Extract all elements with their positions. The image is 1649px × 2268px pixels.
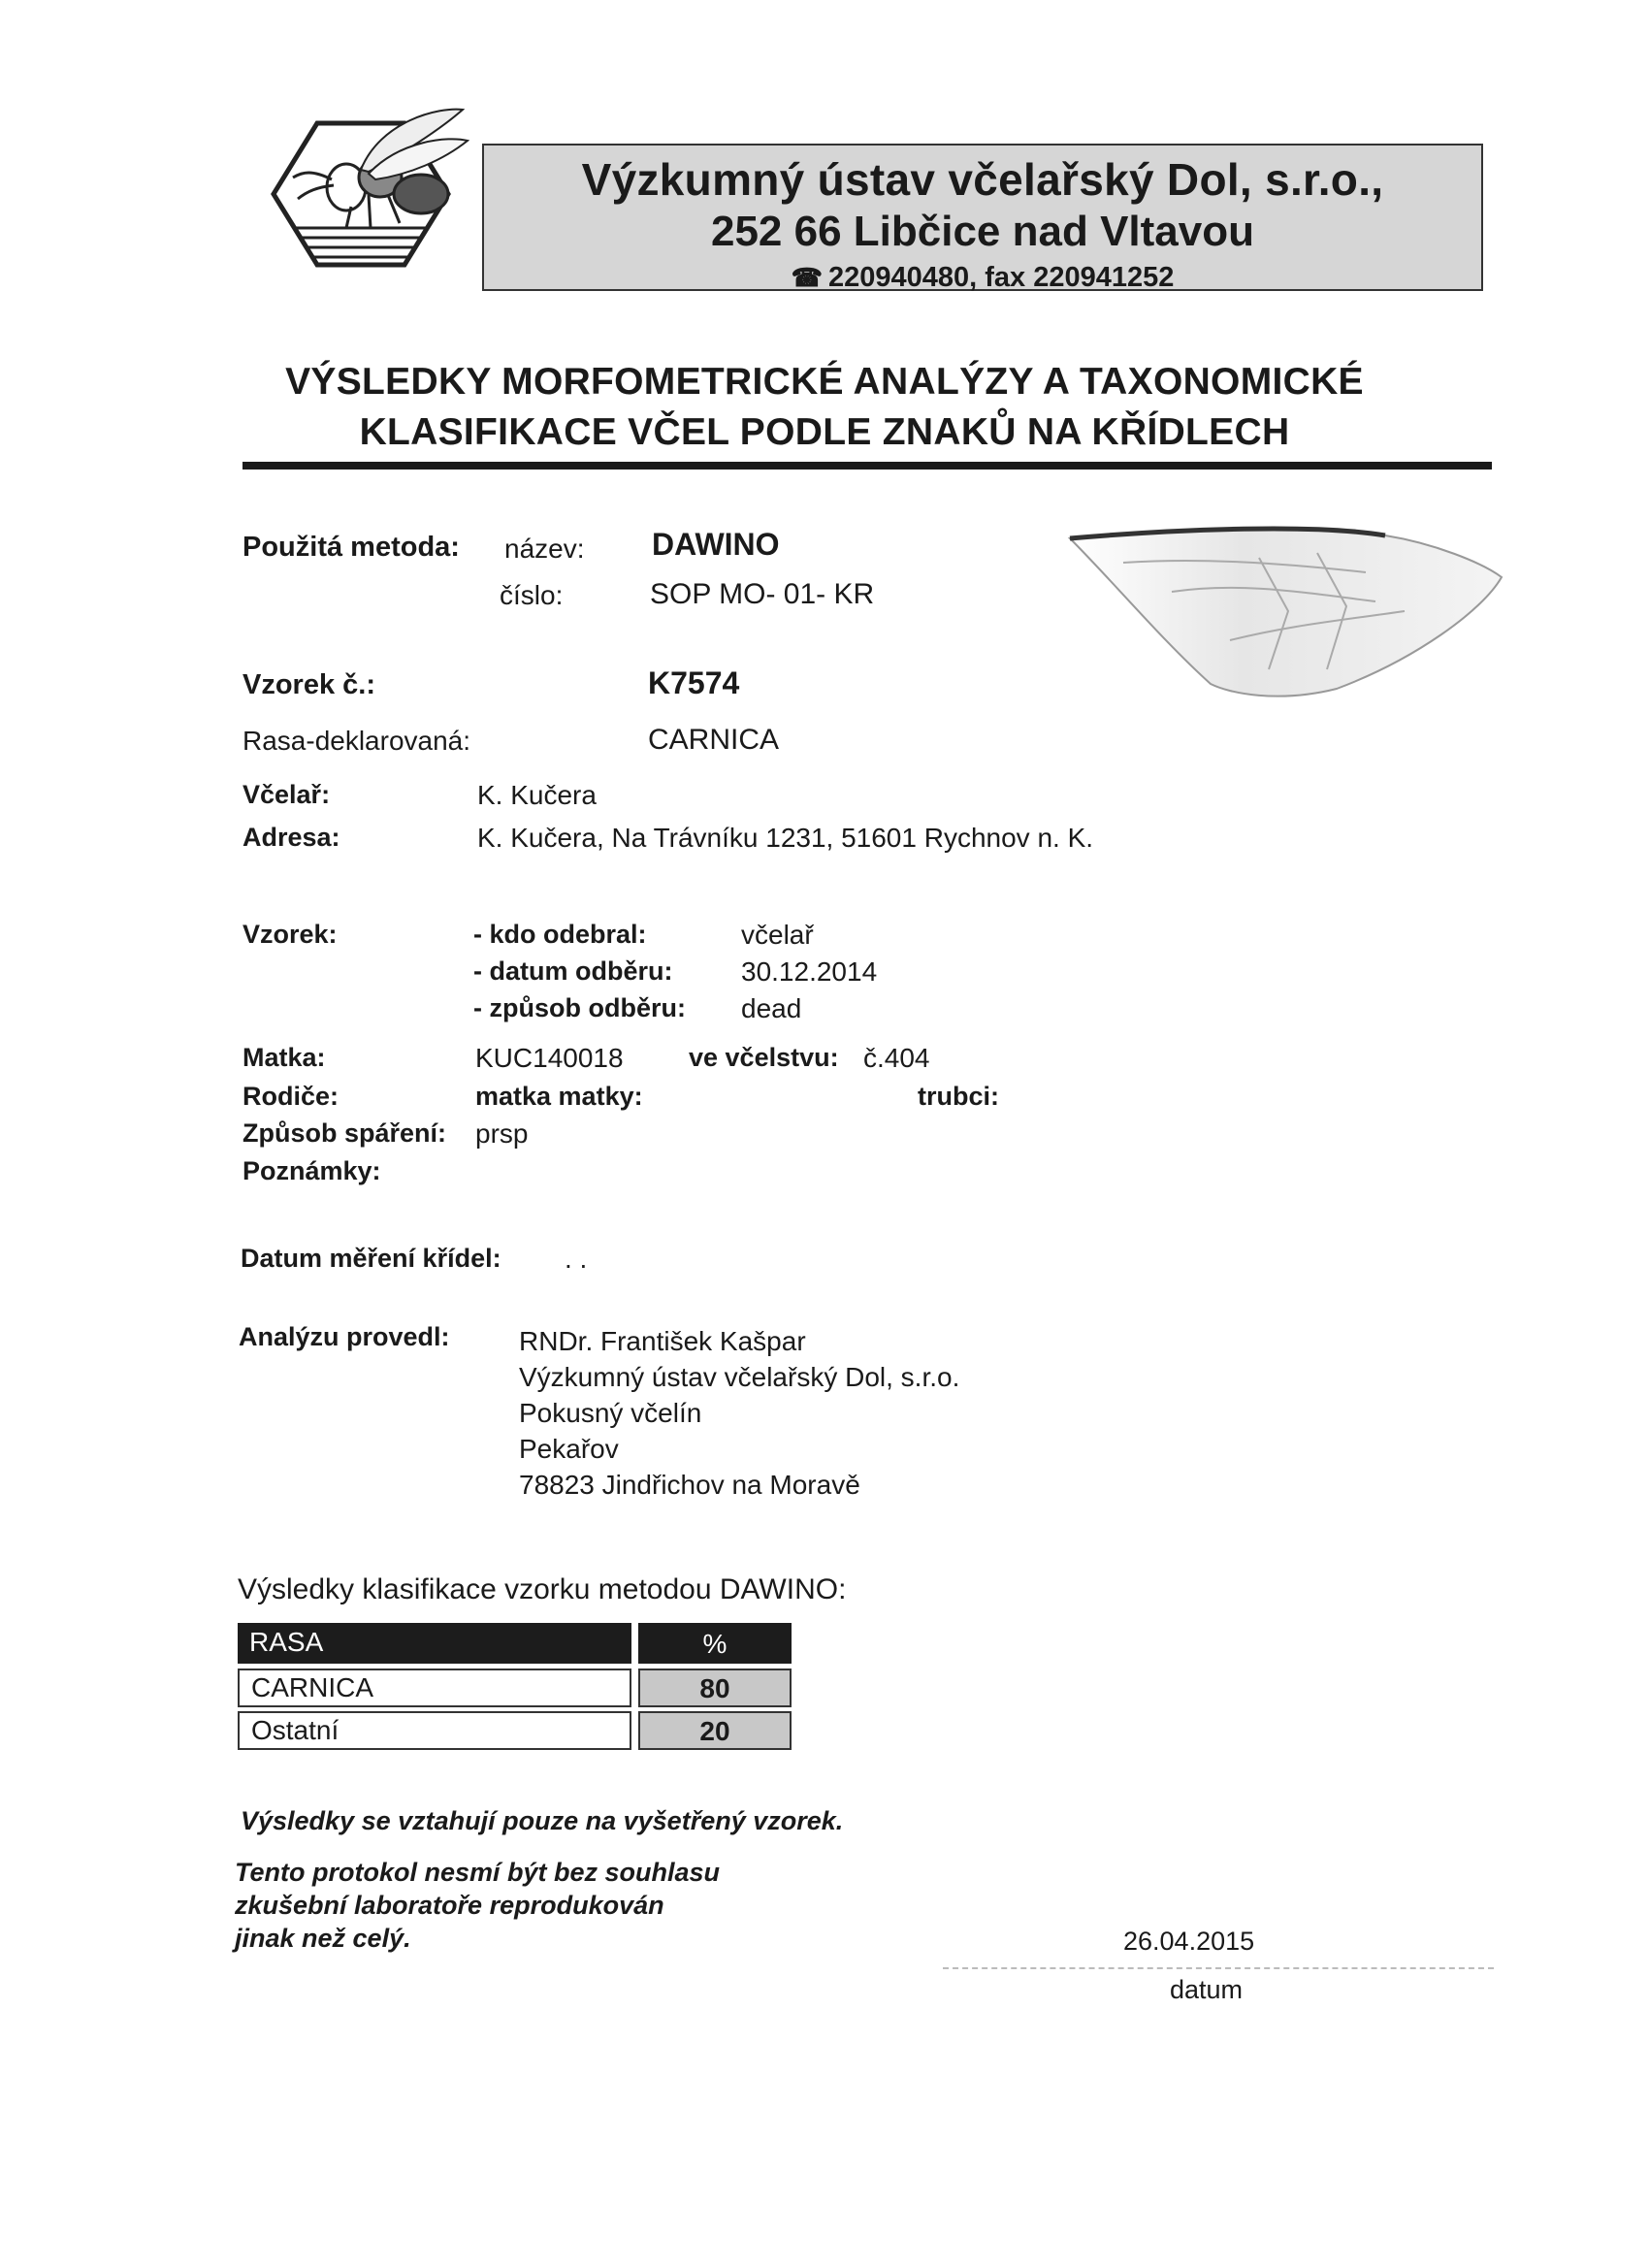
collection-method-label: - způsob odběru: [473,993,686,1022]
drones-label: trubci: [918,1082,999,1111]
results-heading: Výsledky klasifikace vzorku metodou DAWINO: [238,1573,847,1605]
institute-address: 252 66 Libčice nad Vltavou [710,208,1254,255]
sample-no-value: K7574 [648,665,740,700]
document-title: VÝSLEDKY MORFOMETRICKÉ ANALÝZY A TAXONOMICKÉ KLASIFIKACE VČEL PODLE ZNAKŮ NA KŘÍDLECH [285,361,1364,453]
colony-value: č.404 [863,1043,930,1073]
collected-by-label: - kdo odebral: [473,920,647,949]
notes-label: Poznámky: [242,1156,381,1185]
date-signature-line [943,1967,1494,1969]
method-name-label: název: [504,534,585,564]
colony-label: ve včelstvu: [689,1043,839,1072]
analyst-postal: 78823 Jindřichov na Moravě [519,1470,860,1500]
table-row-percent: 20 [638,1711,792,1750]
table-header-race: RASA [238,1623,631,1664]
address-value: K. Kučera, Na Trávníku 1231, 51601 Rychnov n. K. [477,823,1094,853]
table-row-race: Ostatní [238,1711,631,1750]
beekeeper-label: Včelař: [242,780,331,809]
race-value: CARNICA [648,724,780,756]
institute-name: Výzkumný ústav včelařský Dol, s.r.o., [581,154,1384,205]
title-divider [242,462,1492,470]
institute-header [482,144,1483,291]
analyst-institute: Výzkumný ústav včelařský Dol, s.r.o. [519,1362,960,1392]
measurement-date-label: Datum měření křídel: [241,1244,501,1273]
method-number-label: číslo: [500,580,564,610]
queen-label: Matka: [242,1043,326,1072]
table-header-percent: % [638,1623,792,1664]
collection-label: Vzorek: [242,920,338,949]
analyst-facility: Pokusný včelín [519,1398,702,1428]
institute-contact: ☎ 220940480, fax 220941252 [791,262,1175,293]
analyst-label: Analýzu provedl: [239,1322,450,1351]
mating-value: prsp [475,1118,529,1149]
table-row-race: CARNICA [238,1669,631,1707]
mating-label: Způsob spáření: [242,1118,447,1148]
table-row-percent: 80 [638,1669,792,1707]
analyst-block [519,1323,959,1503]
reproduction-note: Tento protokol nesmí být bez souhlasu zkušební laboratoře reprodukován jinak než celý. [235,1858,721,1953]
queen-mother-label: matka matky: [475,1082,643,1111]
method-label: Použitá metoda: [242,532,460,563]
analyst-place: Pekařov [519,1434,619,1464]
collection-date-value: 30.12.2014 [741,956,878,987]
measurement-date-value: . . [565,1244,588,1274]
queen-value: KUC140018 [475,1043,624,1073]
parents-label: Rodiče: [242,1082,340,1111]
collection-method-value: dead [741,993,802,1023]
collection-date-label: - datum odběru: [473,956,673,986]
method-number-value: SOP MO- 01- KR [650,578,875,610]
sample-no-label: Vzorek č.: [242,669,375,700]
method-name-value: DAWINO [652,527,780,562]
bee-wing-image [1065,524,1506,703]
beekeeper-value: K. Kučera [477,780,597,810]
issue-date-value: 26.04.2015 [1123,1927,1255,1956]
bee-logo [254,102,477,296]
issue-date-label: datum [1170,1975,1244,2004]
telephone-icon: ☎ [791,263,823,292]
collected-by-value: včelař [741,920,814,950]
scope-note: Výsledky se vztahují pouze na vyšetřený vzorek. [241,1806,844,1835]
race-label: Rasa-deklarovaná: [242,726,471,756]
analyst-name: RNDr. František Kašpar [519,1326,806,1356]
address-label: Adresa: [242,823,340,852]
